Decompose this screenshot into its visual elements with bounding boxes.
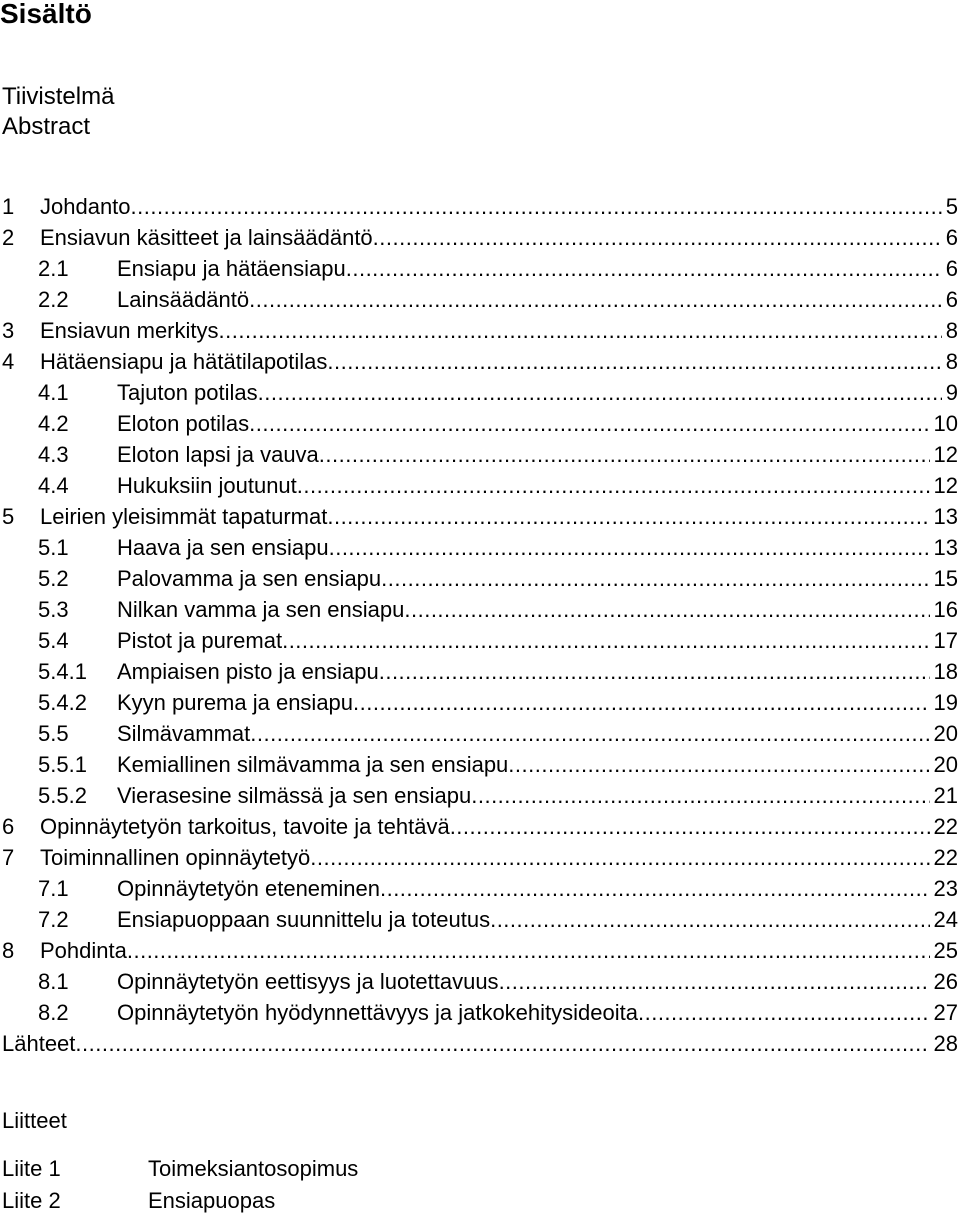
toc-dot-leader bbox=[490, 904, 929, 935]
toc-entry-title: Pistot ja puremat bbox=[117, 628, 283, 653]
toc-entry[interactable] bbox=[0, 1028, 958, 1059]
toc-entry-title: Nilkan vamma ja sen ensiapu bbox=[117, 597, 405, 622]
toc-entry[interactable] bbox=[0, 222, 958, 253]
toc-entry-page-number: 8 bbox=[945, 349, 958, 374]
toc-dot-leader bbox=[638, 997, 930, 1028]
toc-entry-title: Opinnäytetyön tarkoitus, tavoite ja tehtävä bbox=[40, 814, 450, 839]
toc-entry-title: Eloton lapsi ja vauva bbox=[117, 442, 319, 467]
toc-entry-title: Tajuton potilas bbox=[117, 380, 258, 405]
toc-entry-title: Ampiaisen pisto ja ensiapu bbox=[117, 659, 379, 684]
appendix-list bbox=[2, 1153, 358, 1217]
toc-entry-page-number: 20 bbox=[933, 721, 958, 746]
toc-entry-page-number: 28 bbox=[933, 1031, 958, 1056]
toc-entry-page-number: 13 bbox=[933, 504, 958, 529]
toc-entry-title: Opinnäytetyön eteneminen bbox=[117, 876, 380, 901]
toc-entry-title: Eloton potilas bbox=[117, 411, 250, 436]
toc-entry[interactable] bbox=[0, 532, 958, 563]
toc-entry-title: Toiminnallinen opinnäytetyö bbox=[40, 845, 311, 870]
toc-entry-page-number: 6 bbox=[945, 256, 958, 281]
toc-entry[interactable] bbox=[0, 253, 958, 284]
toc-entry[interactable] bbox=[0, 687, 958, 718]
toc-dot-leader bbox=[319, 439, 930, 470]
toc-entry-number: 5.5.2 bbox=[38, 783, 87, 808]
appendix-item-title: Toimeksiantosopimus bbox=[148, 1156, 359, 1181]
toc-entry-number: 2 bbox=[2, 225, 15, 250]
toc-entry-title: Vierasesine silmässä ja sen ensiapu bbox=[117, 783, 472, 808]
toc-entry-page-number: 18 bbox=[933, 659, 958, 684]
appendix-item-label: Liite 1 bbox=[2, 1156, 61, 1181]
toc-dot-leader bbox=[404, 594, 929, 625]
toc-entry-title: Opinnäytetyön eettisyys ja luotettavuus bbox=[117, 969, 499, 994]
toc-entry[interactable] bbox=[0, 563, 958, 594]
toc-entry[interactable] bbox=[0, 749, 958, 780]
toc-entry-page-number: 5 bbox=[945, 194, 958, 219]
toc-entry[interactable] bbox=[0, 284, 958, 315]
toc-dot-leader bbox=[219, 315, 942, 346]
toc-entry-title: Haava ja sen ensiapu bbox=[117, 535, 329, 560]
toc-entry-number: 5.2 bbox=[38, 566, 69, 591]
toc-entry-title: Lähteet bbox=[2, 1031, 76, 1056]
toc-entry[interactable] bbox=[0, 377, 958, 408]
toc-entry-title: Lainsäädäntö bbox=[117, 287, 250, 312]
toc-dot-leader bbox=[250, 718, 929, 749]
toc-entry-page-number: 6 bbox=[945, 287, 958, 312]
toc-entry-number: 5.4 bbox=[38, 628, 69, 653]
appendix-item-title: Ensiapuopas bbox=[148, 1188, 276, 1213]
frontmatter-item-tiivistelma: Tiivistelmä bbox=[2, 83, 115, 110]
toc-entry-page-number: 21 bbox=[933, 783, 958, 808]
toc-entry-title: Leirien yleisimmät tapaturmat bbox=[40, 504, 328, 529]
toc-entry-number: 6 bbox=[2, 814, 15, 839]
toc-entry-page-number: 9 bbox=[945, 380, 958, 405]
toc-entry-page-number: 13 bbox=[933, 535, 958, 560]
toc-dot-leader bbox=[310, 842, 929, 873]
toc-entry[interactable] bbox=[0, 904, 958, 935]
toc-entry-number: 5.1 bbox=[38, 535, 69, 560]
toc-dot-leader bbox=[381, 563, 929, 594]
toc-entry[interactable] bbox=[0, 315, 958, 346]
toc-entry[interactable] bbox=[0, 408, 958, 439]
toc-entry-page-number: 20 bbox=[933, 752, 958, 777]
toc-entry[interactable] bbox=[0, 997, 958, 1028]
toc-entry[interactable] bbox=[0, 811, 958, 842]
toc-entry-number: 4.2 bbox=[38, 411, 69, 436]
toc-dot-leader bbox=[380, 873, 930, 904]
toc-entry-number: 5.4.2 bbox=[38, 690, 87, 715]
toc-entry-page-number: 25 bbox=[933, 938, 958, 963]
toc-dot-leader bbox=[249, 408, 929, 439]
toc-entry[interactable] bbox=[0, 470, 958, 501]
toc-entry[interactable] bbox=[0, 625, 958, 656]
toc-entry-number: 8 bbox=[2, 938, 15, 963]
toc-entry-number: 4.4 bbox=[38, 473, 69, 498]
toc-entry-number: 8.2 bbox=[38, 1000, 69, 1025]
toc-dot-leader bbox=[508, 749, 929, 780]
toc-entry-number: 1 bbox=[2, 194, 15, 219]
toc-entry-page-number: 6 bbox=[945, 225, 958, 250]
toc-entry-page-number: 27 bbox=[933, 1000, 958, 1025]
toc-entry-number: 5.5.1 bbox=[38, 752, 87, 777]
toc-entry-page-number: 12 bbox=[933, 473, 958, 498]
table-of-contents bbox=[0, 191, 958, 1059]
toc-dot-leader bbox=[131, 191, 942, 222]
toc-entry-title: Palovamma ja sen ensiapu bbox=[117, 566, 382, 591]
toc-dot-leader bbox=[297, 470, 930, 501]
toc-entry-title: Ensiavun merkitys bbox=[40, 318, 219, 343]
frontmatter-list bbox=[2, 82, 114, 142]
toc-entry-page-number: 24 bbox=[933, 907, 958, 932]
toc-entry-number: 5.5 bbox=[38, 721, 69, 746]
toc-dot-leader bbox=[329, 532, 930, 563]
toc-entry-title: Kemiallinen silmävamma ja sen ensiapu bbox=[117, 752, 509, 777]
toc-dot-leader bbox=[346, 253, 942, 284]
toc-entry[interactable] bbox=[0, 935, 958, 966]
appendix-item-label: Liite 2 bbox=[2, 1188, 61, 1213]
toc-entry-title: Pohdinta bbox=[40, 938, 127, 963]
toc-dot-leader bbox=[379, 656, 930, 687]
toc-entry[interactable] bbox=[0, 594, 958, 625]
toc-entry-number: 7 bbox=[2, 845, 15, 870]
toc-entry-title: Opinnäytetyön hyödynnettävyys ja jatkokehitysideoita bbox=[117, 1000, 638, 1025]
toc-entry-page-number: 16 bbox=[933, 597, 958, 622]
toc-entry-number: 3 bbox=[2, 318, 15, 343]
toc-entry-page-number: 12 bbox=[933, 442, 958, 467]
toc-entry-title: Silmävammat bbox=[117, 721, 251, 746]
toc-entry-number: 8.1 bbox=[38, 969, 69, 994]
appendix-item bbox=[2, 1185, 358, 1217]
toc-dot-leader bbox=[450, 811, 930, 842]
toc-entry-page-number: 15 bbox=[933, 566, 958, 591]
toc-entry-number: 4.1 bbox=[38, 380, 69, 405]
toc-entry[interactable] bbox=[0, 966, 958, 997]
toc-entry[interactable] bbox=[0, 780, 958, 811]
toc-entry-number: 5.4.1 bbox=[38, 659, 87, 684]
toc-entry-number: 2.2 bbox=[38, 287, 69, 312]
toc-entry-title: Ensiapu ja hätäensiapu bbox=[117, 256, 346, 281]
toc-dot-leader bbox=[258, 377, 942, 408]
toc-dot-leader bbox=[373, 222, 942, 253]
toc-entry-title: Kyyn purema ja ensiapu bbox=[117, 690, 354, 715]
toc-entry[interactable] bbox=[0, 873, 958, 904]
toc-entry-page-number: 17 bbox=[933, 628, 958, 653]
toc-entry-title: Hätäensiapu ja hätätilapotilas bbox=[40, 349, 328, 374]
toc-entry[interactable] bbox=[0, 656, 958, 687]
toc-entry[interactable] bbox=[0, 346, 958, 377]
toc-entry-number: 4 bbox=[2, 349, 15, 374]
toc-entry-page-number: 23 bbox=[933, 876, 958, 901]
toc-entry-number: 7.2 bbox=[38, 907, 69, 932]
toc-dot-leader bbox=[327, 501, 929, 532]
toc-dot-leader bbox=[353, 687, 929, 718]
toc-dot-leader bbox=[282, 625, 929, 656]
toc-entry[interactable] bbox=[0, 842, 958, 873]
toc-dot-leader bbox=[499, 966, 930, 997]
toc-entry[interactable] bbox=[0, 439, 958, 470]
toc-entry-page-number: 26 bbox=[933, 969, 958, 994]
toc-dot-leader bbox=[127, 935, 930, 966]
toc-dot-leader bbox=[75, 1028, 929, 1059]
page-title: Sisältö bbox=[0, 0, 92, 29]
toc-entry[interactable] bbox=[0, 718, 958, 749]
toc-entry-page-number: 19 bbox=[933, 690, 958, 715]
toc-entry-title: Johdanto bbox=[40, 194, 131, 219]
toc-dot-leader bbox=[471, 780, 929, 811]
toc-entry-title: Hukuksiin joutunut bbox=[117, 473, 297, 498]
appendix-heading: Liitteet bbox=[2, 1108, 67, 1133]
toc-entry-page-number: 22 bbox=[933, 814, 958, 839]
toc-entry-page-number: 8 bbox=[945, 318, 958, 343]
toc-entry-number: 5.3 bbox=[38, 597, 69, 622]
toc-entry-title: Ensiavun käsitteet ja lainsäädäntö bbox=[40, 225, 373, 250]
toc-dot-leader bbox=[249, 284, 942, 315]
toc-dot-leader bbox=[327, 346, 941, 377]
toc-entry-number: 2.1 bbox=[38, 256, 69, 281]
toc-entry[interactable] bbox=[0, 191, 958, 222]
frontmatter-item-abstract: Abstract bbox=[2, 113, 91, 140]
toc-entry-page-number: 22 bbox=[933, 845, 958, 870]
toc-entry-page-number: 10 bbox=[933, 411, 958, 436]
toc-entry-number: 5 bbox=[2, 504, 15, 529]
appendix-item bbox=[2, 1153, 358, 1185]
toc-entry-title: Ensiapuoppaan suunnittelu ja toteutus bbox=[117, 907, 491, 932]
toc-entry-number: 7.1 bbox=[38, 876, 69, 901]
toc-entry[interactable] bbox=[0, 501, 958, 532]
toc-entry-number: 4.3 bbox=[38, 442, 69, 467]
